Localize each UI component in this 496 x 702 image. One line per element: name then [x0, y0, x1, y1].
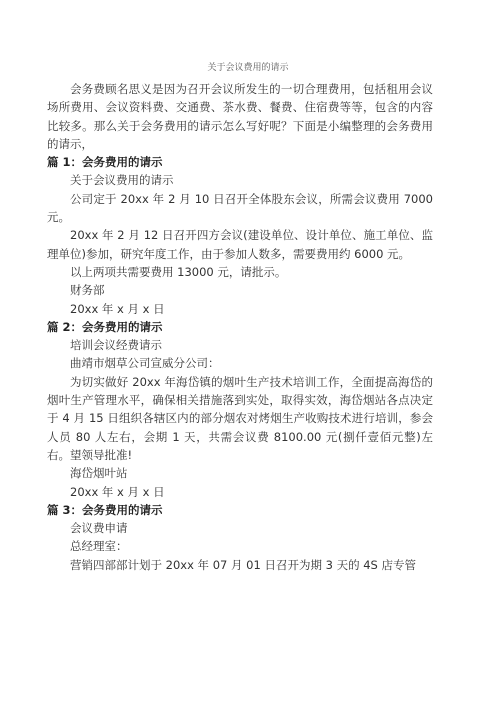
section-1-subtitle: 关于会议费用的请示: [70, 173, 174, 188]
section-1-date: 20xx 年 x 月 x 日: [70, 301, 165, 316]
section-3-subtitle: 会议费申请: [70, 521, 128, 536]
section-3-paragraph: 营销四部部计划于 20xx 年 07 月 01 日召开为期 3 天的 4S 店专管: [70, 557, 416, 572]
document-title: 关于会议费用的请示: [207, 63, 289, 73]
section-2-heading: 篇 2：会务费用的请示: [47, 319, 163, 334]
section-2-date: 20xx 年 x 月 x 日: [70, 484, 165, 499]
section-1-signature: 财务部: [70, 283, 105, 298]
section-3-recipient: 总经理室：: [70, 539, 128, 554]
section-1-paragraph-3: 以上两项共需要费用 13000 元，请批示。: [70, 264, 287, 279]
section-3-heading: 篇 3：会务费用的请示: [47, 502, 163, 517]
intro-paragraph: 会务费顾名思义是因为召开会议所发生的一切合理费用，包括租用会议场所费用、会议资料费、交通费、茶水费、餐费、住宿费等等，包含的内容比较多。那么关于会务费用的请示怎么写好呢？下面是小编整理的会务费用的请示，: [47, 82, 433, 151]
section-1-heading: 篇 1：会务费用的请示: [47, 155, 163, 170]
section-2-signature: 海岱烟叶站: [70, 466, 128, 481]
section-1-paragraph-2: 20xx 年 2 月 12 日召开四方会议(建设单位、设计单位、施工单位、监理单位)参加，研究年度工作，由于参加人数多，需要费用约 6000 元。: [47, 228, 433, 261]
section-1-paragraph-1: 公司定于 20xx 年 2 月 10 日召开全体股东会议，所需会议费用 7000 元。: [47, 191, 433, 225]
section-2-subtitle: 培训会议经费请示: [70, 338, 162, 353]
section-2-recipient: 曲靖市烟草公司宣威分公司：: [70, 356, 220, 371]
document-body: [47, 80, 433, 574]
section-2-paragraph: 为切实做好 20xx 年海岱镇的烟叶生产技术培训工作，全面提高海岱的烟叶生产管理水平，确保相关措施落到实处，取得实效，海岱烟站各点决定于 4 月 15 日组织各辖区内的部分烟农对烤烟生产收购技术进行培训，参会人员 80 人左右，会期 1 天，共需会议费 8100.00 元(捌仟壹佰元整)左右。望领导批准!: [47, 374, 433, 462]
